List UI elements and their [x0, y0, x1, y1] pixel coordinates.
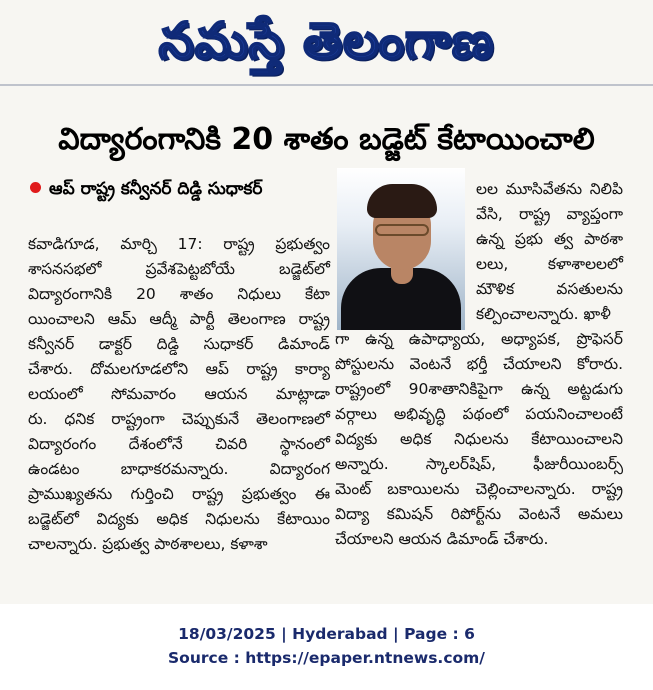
masthead-divider [0, 84, 653, 86]
article-line: చేశారు. దోమలగూడలోని ఆప్ రాష్ట్ర కార్యా [28, 360, 330, 378]
footer-meta-line: 18/03/2025 | Hyderabad | Page : 6 [178, 625, 475, 643]
article-line: చేయాలని ఆయన డిమాండ్ చేశారు. [335, 530, 549, 548]
article-line: ఉండటం బాధాకరమన్నారు. విద్యారంగ [28, 460, 330, 478]
byline-text: ఆప్ రాష్ట్ర కన్వీనర్ దిడ్డి సుధాకర్ [49, 179, 263, 199]
article-line: రాష్ట్రంలో 90శాతానికిపైగా ఉన్న అట్టడుగు [335, 380, 623, 398]
masthead-logo: నమస్తే తెలంగాణ [158, 12, 495, 70]
article-line: వర్గాలు అభివృద్ధి పథంలో పయనించాలంటే [335, 405, 623, 423]
article-line: రు. ధనిక రాష్ట్రంగా చెప్పుకునే తెలంగాణలో [28, 410, 330, 428]
article-line: లయంలో సోమవారం ఆయన మాట్లాడా [28, 385, 330, 403]
photo-hair [367, 184, 437, 218]
article-line: కల్పించాలన్నారు. ఖాళీ [476, 305, 611, 323]
article-line: శాసనసభలో ప్రవేశపెట్టబోయే బడ్జెట్‌లో [28, 260, 330, 278]
article-line: మెంట్ బకాయిలను చెల్లించాలన్నారు. రాష్ట్ర [335, 480, 623, 498]
masthead [0, 0, 653, 84]
article-line: యించాలని ఆమ్ ఆద్మీ పార్టీ తెలంగాణ రాష్ట్ర [28, 310, 330, 328]
article-line: అన్నారు. స్కాలర్‌షిప్, ఫీజురీయింబర్స్ [335, 455, 623, 473]
article-column-left [28, 232, 330, 557]
article-headline: విద్యారంగానికి 20 శాతం బడ్జెట్ కేటాయించాలి [58, 122, 595, 157]
article-line: చాలన్నారు. ప్రభుత్వ పాఠశాలలు, కళాశా [28, 535, 268, 553]
article-column-right-top [476, 177, 623, 327]
article-line: విద్యా కమిషన్ రిపోర్ట్‌ను వెంటనే అమలు [335, 505, 623, 523]
article-line: గా ఉన్న ఉపాధ్యాయ, అధ్యాపక, ప్రొఫెసర్ [335, 330, 623, 348]
article-line: బడ్జెట్‌లో విద్యకు అధిక నిధులను కేటాయిం [28, 510, 330, 528]
clipping-footer [0, 622, 653, 670]
article-line: పోస్టులను వెంటనే భర్తీ చేయాలని కోరారు. [335, 355, 623, 373]
article-line: వేసి, రాష్ట్ర వ్యాప్తంగా [476, 205, 623, 223]
article-line: కవాడిగూడ, మార్చి 17: రాష్ట్ర ప్రభుత్వం [28, 235, 330, 253]
article-column-right-bottom [335, 327, 623, 552]
article-line: ప్రాముఖ్యతను గుర్తించి రాష్ట్ర ప్రభుత్వం ఈ [28, 485, 330, 503]
article-line: కన్వీనర్ డాక్టర్ దిడ్డి సుధాకర్ డిమాండ్ [28, 335, 330, 353]
article-byline [30, 174, 263, 204]
article-line: లల మూసివేతను నిలిపి [476, 180, 623, 198]
article-line: మౌళిక వసతులను [476, 280, 623, 298]
author-photo [337, 168, 465, 330]
footer-source-line: Source : https://epaper.ntnews.com/ [168, 649, 485, 667]
photo-glasses [375, 224, 429, 236]
article-line: ఉన్న ప్రభు త్వ పాఠశా [476, 230, 623, 248]
article-line: విద్యారంగం దేశంలోనే చివరి స్థానంలో [28, 435, 330, 453]
article-line: విద్యారంగానికి 20 శాతం నిధులు కేటా [28, 285, 330, 303]
bullet-dot-icon [30, 182, 41, 193]
article-line: లలు, కళాశాలలలో [476, 255, 623, 273]
article-line: విద్యకు అధిక నిధులను కేటాయించాలని [335, 430, 623, 448]
